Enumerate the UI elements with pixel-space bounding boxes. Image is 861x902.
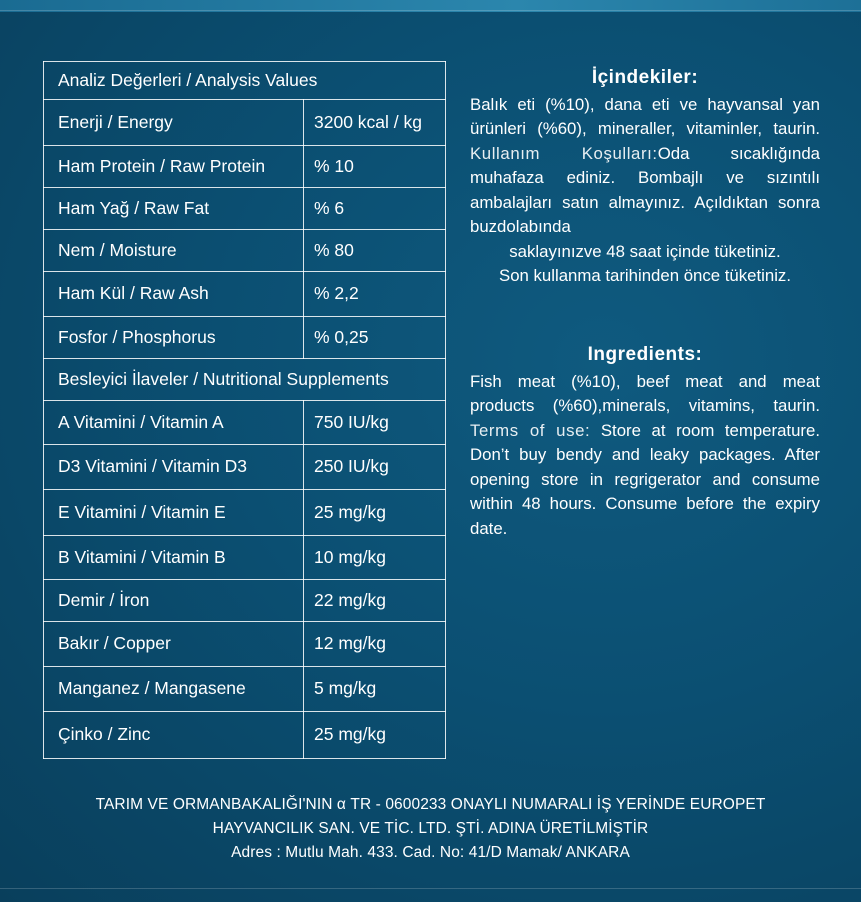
table-row xyxy=(44,230,446,272)
table-row xyxy=(44,401,446,445)
row-value: 750 IU/kg xyxy=(304,401,446,445)
row-label: Manganez / Mangasene xyxy=(44,667,304,712)
english-usage-tail: Consume before the expiry date. xyxy=(470,494,820,538)
row-value: % 2,2 xyxy=(304,272,446,317)
table-row xyxy=(44,445,446,490)
table-row xyxy=(44,317,446,359)
table-row xyxy=(44,580,446,622)
table-row xyxy=(44,712,446,759)
table-row xyxy=(44,490,446,536)
row-value: 22 mg/kg xyxy=(304,580,446,622)
row-value: % 10 xyxy=(304,146,446,188)
english-usage-label: Terms of use: xyxy=(470,420,591,440)
english-ingredients: Fish meat (%10), beef meat and meat products (%60),minerals, vitamins, taurin. xyxy=(470,371,820,415)
row-label: Demir / İron xyxy=(44,580,304,622)
row-label: Ham Protein / Raw Protein xyxy=(44,146,304,188)
row-label: Çinko / Zinc xyxy=(44,712,304,759)
row-value: 5 mg/kg xyxy=(304,667,446,712)
row-label: Enerji / Energy xyxy=(44,100,304,146)
row-label: Ham Kül / Raw Ash xyxy=(44,272,304,317)
turkish-expiry-line: Son kullanma tarihinden önce tüketiniz. xyxy=(499,266,791,285)
row-value: 250 IU/kg xyxy=(304,445,446,490)
turkish-ingredients: Balık eti (%10), dana eti ve hayvansal yan ürünleri (%60), mineraller, vitaminler, taurin. xyxy=(470,94,820,138)
row-value: % 6 xyxy=(304,188,446,230)
turkish-ingredients-block xyxy=(470,66,820,289)
turkish-body xyxy=(470,93,820,289)
row-label: Ham Yağ / Raw Fat xyxy=(44,188,304,230)
turkish-store-line: saklayınızve 48 saat içinde tüketiniz. xyxy=(509,241,781,261)
turkish-usage-text: Oda sıcaklığında muhafaza ediniz. Bombajlı ve sızıntılı ambalajları satın almayınız. Açıldıktan sonra buzdolabında xyxy=(470,143,820,236)
table-row xyxy=(44,188,446,230)
bottom-frame-line xyxy=(0,888,861,889)
footer-line-1: TARIM VE ORMANBAKALIĞI'NIN α TR - 0600233 ONAYLI NUMARALI İŞ YERİNDE EUROPET xyxy=(95,796,766,813)
analysis-table xyxy=(43,61,446,759)
english-title: Ingredients: xyxy=(587,344,703,365)
analysis-header: Analiz Değerleri / Analysis Values xyxy=(44,62,446,100)
table-row xyxy=(44,536,446,580)
english-usage-text: Store at room temperature. Don’t buy bendy and leaky packages. After opening store in regrigerator and consume within 48 hours. xyxy=(470,420,820,513)
english-body xyxy=(470,370,820,542)
footer-address: Adres : Mutlu Mah. 433. Cad. No: 41/D Mamak/ ANKARA xyxy=(231,844,630,861)
manufacturer-footer xyxy=(0,793,861,865)
table-row xyxy=(44,667,446,712)
row-value: 25 mg/kg xyxy=(304,490,446,536)
row-value: 25 mg/kg xyxy=(304,712,446,759)
table-header-row xyxy=(44,62,446,100)
row-label: A Vitamini / Vitamin A xyxy=(44,401,304,445)
row-label: E Vitamini / Vitamin E xyxy=(44,490,304,536)
turkish-usage-label: Kullanım Koşulları: xyxy=(470,143,658,163)
row-value: % 0,25 xyxy=(304,317,446,359)
row-label: D3 Vitamini / Vitamin D3 xyxy=(44,445,304,490)
table-row xyxy=(44,100,446,146)
footer-line-2: HAYVANCILIK SAN. VE TİC. LTD. ŞTİ. ADINA ÜRETİLMİŞTİR xyxy=(212,820,649,837)
turkish-title: İçindekiler: xyxy=(591,67,699,88)
row-value: % 80 xyxy=(304,230,446,272)
english-ingredients-block xyxy=(470,343,820,541)
row-label: Nem / Moisture xyxy=(44,230,304,272)
supplements-header-row xyxy=(44,359,446,401)
table-row xyxy=(44,272,446,317)
row-value: 10 mg/kg xyxy=(304,536,446,580)
row-value: 3200 kcal / kg xyxy=(304,100,446,146)
top-frame-line xyxy=(0,10,861,11)
row-value: 12 mg/kg xyxy=(304,622,446,667)
table-row xyxy=(44,146,446,188)
table-row xyxy=(44,622,446,667)
row-label: Fosfor / Phosphorus xyxy=(44,317,304,359)
row-label: B Vitamini / Vitamin B xyxy=(44,536,304,580)
supplements-header: Besleyici İlaveler / Nutritional Supplements xyxy=(44,359,446,401)
row-label: Bakır / Copper xyxy=(44,622,304,667)
